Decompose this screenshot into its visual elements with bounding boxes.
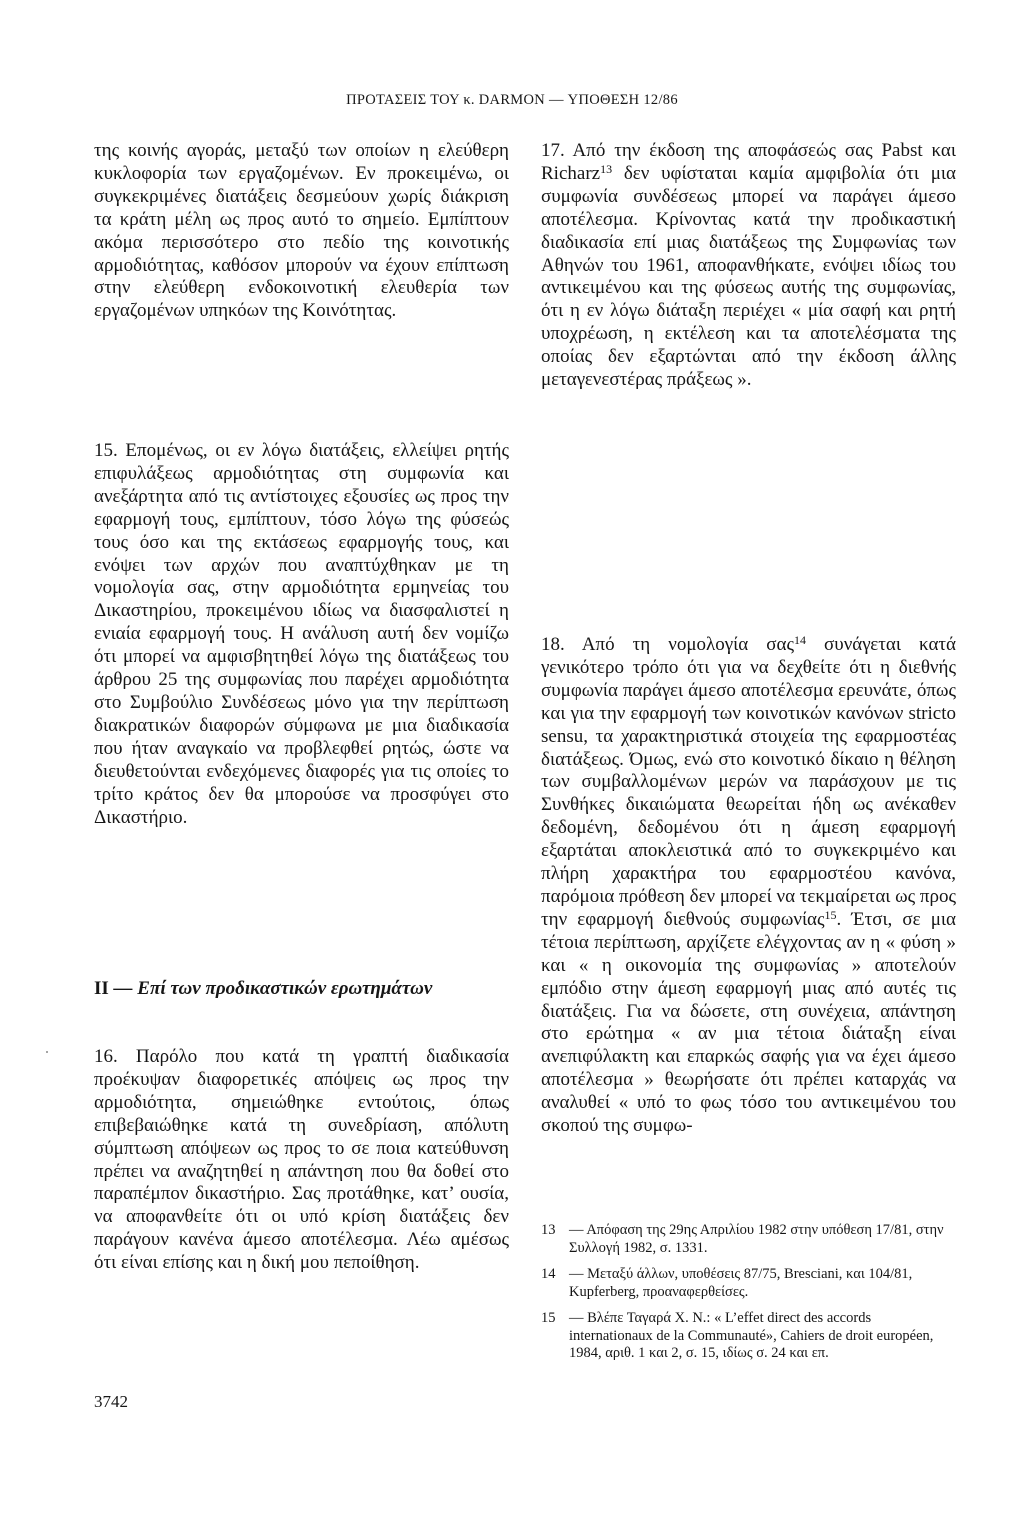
section-title-text: Επί των προδικαστικών ερωτημάτων <box>137 978 433 999</box>
footnote-text: — Μεταξύ άλλων, υποθέσεις 87/75, Bresciani, και 104/81, Kupferberg, προαναφερθείσες. <box>569 1266 913 1300</box>
section-number: II <box>94 978 109 999</box>
footnote-13 <box>541 1222 956 1257</box>
paragraph-18 <box>541 634 956 1138</box>
right-column-para-18 <box>541 634 956 1138</box>
paragraph-18-end: . Έτσι, σε μια τέτοια περίπτωση, αρχίζετε ελέγχοντας αν η « φύση » και « η οικονομία της συμφωνίας » αποτελούν εμπόδιο στην άμεση εφαρμογή μιας από αυτές τις διατάξεις. Για να δώσετε, στη συνέχεια, απάντηση στο ερώτημα « αν μια τέτοια διάταξη είναι ανεπιφύλακτη και επαρκώς σαφής για να έχει άμεσο αποτέλεσμα » θεωρήσατε ότι πρέπει καταρχάς να αναλυθεί « υπό το φως τόσο του αντικειμένου του σκοπού της συμφω- <box>541 908 956 1137</box>
paragraph-17-rest: δεν υφίσταται καμία αμφιβολία ότι μια συμφωνία συνδέσεως μπορεί να παράγει άμεσο αποτέλεσμα. Κρίνοντας κατά την προδικαστική διαδικασία επί μιας διατάξεως της Συμφωνίας των Αθηνών του 1961, αποφανθήκατε, ενόψει ιδίως του αντικειμένου και της φύσεως αυτής της συμφωνίας, ότι η εν λόγω διάταξη περιέχει « μία σαφή και ρητή υποχρέωση, η εκτέλεση και τα αποτελέσματα της οποίας δεν εξαρτώνται από την έκδοση άλλης μεταγενεστέρας πράξεως ». <box>541 162 956 391</box>
left-column-para-15 <box>94 440 509 829</box>
section-heading <box>94 978 509 1000</box>
right-column-para-17 <box>541 140 956 392</box>
footnote-text: — Απόφαση της 29ης Απριλίου 1982 στην υπόθεση 17/81, στην Συλλογή 1982, σ. 1331. <box>569 1222 944 1256</box>
footnote-ref-15: 15 <box>824 907 837 922</box>
footnote-number: 13 <box>541 1222 556 1238</box>
scan-speck <box>46 1051 48 1053</box>
footnote-15 <box>541 1310 956 1363</box>
paragraph-17 <box>541 140 956 392</box>
footnote-text: — Βλέπε Ταγαρά Χ. Ν.: « L’effet direct des accords internationaux de la Communauté», Cahiers de droit européen, 1984, αριθ. 1 και 2, σ. 15, ιδίως σ. 24 και επ. <box>569 1310 934 1361</box>
page-number: 3742 <box>94 1392 128 1411</box>
section-dash: — <box>113 978 133 999</box>
left-column-top <box>94 140 509 323</box>
footnote-number: 14 <box>541 1266 556 1282</box>
footnote-number: 15 <box>541 1310 556 1326</box>
footnote-14 <box>541 1266 956 1301</box>
paragraph-15: 15. Επομένως, οι εν λόγω διατάξεις, ελλείψει ρητής επιφυλάξεως αρμοδιότητας στη συμφωνία και ανεξάρτητα από τις αντίστοιχες εξουσίες ως προς την εφαρμογή τους, εμπίπτουν, τόσο λόγω της φύσεώς τους όσο και της εκτάσεως εφαρμογής τους, και ενόψει των αρχών που αναπτύχθηκαν με τη νομολογία σας, στην αρμοδιότητα ερμηνείας του Δικαστηρίου, προκειμένου ιδίως να διασφαλιστεί η ενιαία εφαρμογή τους. Η ανάλυση αυτή δεν νομίζω ότι μπορεί να αμφισβητηθεί λόγω της διατάξεως του άρθρου 25 της συμφωνίας που παρέχει αρμοδιότητα στο Συμβούλιο Συνδέσεως μόνο για την περίπτωση διακρατικών διαφορών σύμφωνα με μια διαδικασία που ήταν αναγκαίο να προβλεφθεί ρητώς, ώστε να διευθετούνται ενδεχόμενες διαφορές για τις οποίες το τρίτο κράτος δεν θα μπορούσε να προσφύγει στο Δικαστήριο. <box>94 440 509 828</box>
footnotes <box>541 1222 956 1372</box>
left-column-para-16 <box>94 1046 509 1275</box>
footnote-ref-14: 14 <box>793 633 806 647</box>
paragraph-17-start: 17. Από την έκδοση της αποφάσεώς σας Pabst και Richarz <box>541 140 956 184</box>
paragraph-18-start: 18. Από τη νομολογία σας <box>541 634 794 655</box>
footnote-ref-13: 13 <box>600 161 613 176</box>
paragraph-16: 16. Παρόλο που κατά τη γραπτή διαδικασία προέκυψαν διαφορετικές απόψεις ως προς την αρμοδιότητα, σημειώθηκε εντούτοις, όπως επιβεβαιώθηκε κατά τη συνεδρίαση, απόλυτη σύμπτωση απόψεων ως προς το σε ποια κατεύθυνση πρέπει να αναζητηθεί η απάντηση που θα δοθεί στο παραπέμπον δικαστήριο. Σας προτάθηκε, κατ’ ουσία, να αποφανθείτε ότι οι υπό κρίση διατάξεις δεν παράγουν κανένα άμεσο αποτέλεσμα. Λέω αμέσως ότι είναι επίσης και η δική μου πεποίθηση. <box>94 1046 509 1274</box>
running-header: ΠΡΟΤΑΣΕΙΣ ΤΟΥ κ. DARMON — ΥΠΟΘΕΣΗ 12/86 <box>346 92 678 108</box>
paragraph-18-middle: συνάγεται κατά γενικότερο τρόπο ότι για να δεχθείτε ότι η διεθνής συμφωνία παράγει άμεσο αποτέλεσμα ερευνάτε, όπως και για την εφαρμογή των κοινοτικών κανόνων stricto sensu, τα χαρακτηριστικά στοιχεία της εφαρμοστέας διατάξεως. Όμως, ενώ στο κοινοτικό δίκαιο η θέληση των συμβαλλομένων μερών να παράσχουν με τις Συνθήκες δικαιώματα θεωρείται ήδη ως ανέκαθεν δεδομένη, δεδομένου ότι η άμεση εφαρμογή εξαρτάται αποκλειστικά από το συγκεκριμένο και πλήρη χαρακτήρα του εφαρμοστέου κανόνα, παρόμοια πρόθεση δεν μπορεί να τεκμαίρεται ως προς την εφαρμογή διεθνούς συμφωνίας <box>541 634 957 930</box>
paragraph-continued: της κοινής αγοράς, μεταξύ των οποίων η ελεύθερη κυκλοφορία των εργαζομένων. Εν προκειμένω, οι συγκεκριμένες διατάξεις δεσμεύουν χωρίς διάκριση τα κράτη μέλη ως προς αυτό το σημείο. Εμπίπτουν ακόμα περισσότερο στο πεδίο της κοινοτικής αρμοδιότητας, καθόσον μπορούν να έχουν επίπτωση στην ελεύθερη ενδοκοινοτική ελευθερία των εργαζομένων υπηκόων της Κοινότητας. <box>94 140 509 322</box>
